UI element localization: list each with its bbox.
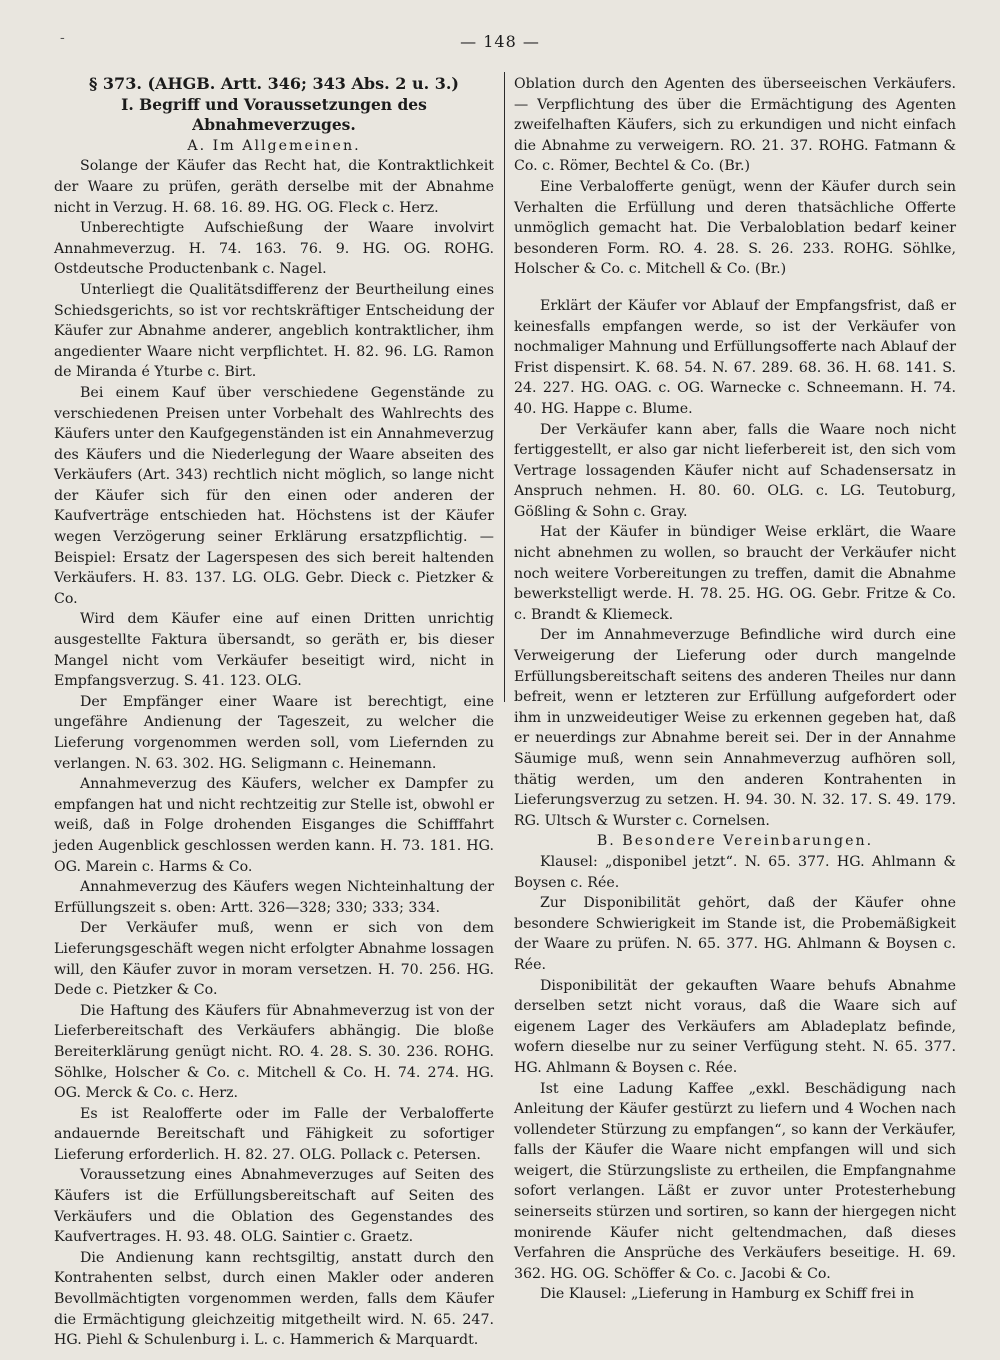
paragraph: Annahmeverzug des Käufers wegen Nichteinhaltung der Erfüllungszeit s. oben: Artt. 326—328; 330; 333; 334. bbox=[54, 879, 494, 916]
paragraph: Die Haftung des Käufers für Abnahmeverzug ist von der Lieferbereitschaft des Verkäufers abhängig. Die bloße Bereiterklärung genügt nicht. RO. 4. 28. S. 30. 236. ROHG. Söhlke, Holscher & Co. c. Mitchell & Co. H. 74. 274. HG. OG. Merck & Co. c. Herz. bbox=[54, 1002, 494, 1102]
paragraph: Disponibilität der gekauften Waare behufs Abnahme derselben setzt nicht voraus, daß die Waare sich auf eigenem Lager des Verkäufers am Abladeplatz befinde, wofern dieselbe nur zu seiner Verfügung steht. N. 65. 377. HG. Ahlmann & Boysen c. Rée. bbox=[514, 977, 956, 1076]
paragraph: Die Klausel: „Lieferung in Hamburg ex Schiff frei in bbox=[540, 1286, 915, 1303]
paragraph: Der Empfänger einer Waare ist berechtigt, eine ungefähre Andienung der Tageszeit, zu welcher die Lieferung vorgenommen werden soll, vom Liefernden zu verlangen. N. 63. 302. HG. Seligmann c. Heinemann. bbox=[54, 693, 494, 772]
paragraph: Klausel: „disponibel jetzt“. N. 65. 377. HG. Ahlmann & Boysen c. Rée. bbox=[514, 853, 956, 891]
paragraph: Unterliegt die Qualitätsdifferenz der Beurtheilung eines Schiedsgerichts, so ist vor rechtskräftiger Entscheidung der Käufer zur Abnahme anderer, angeblich kontraktlicher, ihm angedienter Waare nicht verpflichtet. H. 82. 96. LG. Ramon de Miranda é Yturbe c. Birt. bbox=[54, 281, 494, 381]
paragraph: Die Andienung kann rechtsgiltig, anstatt durch den Kontrahenten selbst, durch einen Makler oder anderen Bevollmächtigten vorgenommen werden, falls dem Käufer die Ermächtigung gleichzeitig mitgetheilt wird. N. 65. 247. HG. Piehl & Schulenburg i. L. c. Hammerich & Marquardt. bbox=[54, 1249, 494, 1349]
paragraph: Ist eine Ladung Kaffee „exkl. Beschädigung nach Anleitung der Käufer gestürzt zu liefern und 4 Wochen nach vollendeter Stürzung zu empfangen“, so kann der Verkäufer, falls der Käufer die Waare nicht empfangen will und sich weigert, die Stürzungsliste zu ertheilen, die Empfangnahme sofort verlangen. Läßt er zuvor unter Protesterhebung seinerseits stürzen und sortiren, so kann der hiergegen nicht monirende Käufer nicht geltendmachen, daß dieses Verfahren die Ansprüche des Verkäufers beseitige. H. 69. 362. HG. OG. Schöffer & Co. c. Jacobi & Co. bbox=[514, 1080, 956, 1282]
paragraph: Solange der Käufer das Recht hat, die Kontraktlichkeit der Waare zu prüfen, geräth derselbe mit der Abnahme nicht in Verzug. H. 68. 16. 89. HG. OG. Fleck c. Herz. bbox=[54, 158, 494, 216]
subsection-heading-b: B. Besondere Vereinbarungen. bbox=[596, 833, 874, 850]
column-divider bbox=[504, 72, 505, 702]
paragraph: Zur Disponibilität gehört, daß der Käufer ohne besondere Schwierigkeit im Stande ist, die Probemäßigkeit der Waare zu prüfen. N. 65. 377. HG. Ahlmann & Boysen c. Rée. bbox=[514, 895, 956, 973]
paragraph: Voraussetzung eines Abnahmeverzuges auf Seiten des Käufers ist die Erfüllungsbereitschaft auf Seiten des Verkäufers und die Oblation des Gegenstandes des Kaufvertrages. H. 93. 48. OLG. Saintier c. Graetz. bbox=[54, 1167, 494, 1246]
corner-mark: - bbox=[60, 30, 65, 46]
paragraph: Es ist Realofferte oder im Falle der Verbalofferte andauernde Bereitschaft und Fähigkeit zu sofortiger Lieferung erforderlich. H. 82. 27. OLG. Pollack c. Petersen. bbox=[54, 1105, 494, 1163]
section-heading: § 373. (AHGB. Artt. 346; 343 Abs. 2 u. 3.) bbox=[88, 74, 459, 93]
page-number: — 148 — bbox=[460, 32, 540, 51]
section-title: I. Begriff und Voraussetzungen des Abnahmeverzuges. bbox=[121, 94, 427, 135]
paragraph: Eine Verbalofferte genügt, wenn der Käufer durch sein Verhalten die Erfüllung und deren thatsächliche Offerte unmöglich gemacht hat. Die Verbaloblation bedarf keiner besonderen Form. RO. 4. 28. S. 26. 233. ROHG. Söhlke, Holscher & Co. c. Mitchell & Co. (Br.) bbox=[514, 178, 956, 278]
left-column bbox=[54, 74, 494, 1351]
subsection-heading-a: A. Im Allgemeinen. bbox=[187, 137, 361, 154]
paragraph: Erklärt der Käufer vor Ablauf der Empfangsfrist, daß er keinesfalls empfangen werde, so ist der Verkäufer von nochmaliger Mahnung und Erfüllungsofferte nach Ablauf der Frist dispensirt. K. 68. 54. N. 67. 289. 68. 36. H. 68. 141. S. 24. 227. HG. OAG. c. OG. Warnecke c. Schneemann. H. 74. 40. HG. Happe c. Blume. bbox=[514, 297, 956, 417]
paragraph: Bei einem Kauf über verschiedene Gegenstände zu verschiedenen Preisen unter Vorbehalt des Wahlrechts des Käufers unter den Kaufgegenständen ist ein Annahmeverzug des Käufers und die Niederlegung der Waare abseiten des Verkäufers (Art. 343) rechtlich nicht möglich, so lange nicht der Käufer sich für den einen oder anderen der Kaufverträge entschieden hat. Höchstens ist der Käufer wegen Verzögerung seiner Erklärung ersatzpflichtig. — Beispiel: Ersatz der Lagerspesen des sich bereit haltenden Verkäufers. H. 83. 137. LG. OLG. Gebr. Dieck c. Pietzker & Co. bbox=[54, 384, 494, 607]
paragraph: Annahmeverzug des Käufers, welcher ex Dampfer zu empfangen hat und nicht rechtzeitig zur Stelle ist, obwohl er weiß, daß in Folge drohenden Eisganges die Schifffahrt jeden Augenblick geschlossen werden kann. H. 73. 181. HG. OG. Marein c. Harms & Co. bbox=[54, 776, 494, 875]
paragraph: Wird dem Käufer eine auf einen Dritten unrichtig ausgestellte Faktura übersandt, so geräth er, bis dieser Mangel nicht vom Verkäufer beseitigt wird, nicht in Empfangsverzug. S. 41. 123. OLG. bbox=[54, 611, 494, 690]
paragraph: Oblation durch den Agenten des überseeischen Verkäufers. — Verpflichtung des über die Ermächtigung des Agenten zweifelhaften Käufers, sich zu erkundigen und nicht einfach die Abnahme zu verweigern. RO. 21. 37. ROHG. Fatmann & Co. c. Römer, Bechtel & Co. (Br.) bbox=[514, 76, 956, 175]
right-column bbox=[514, 74, 956, 1305]
paragraph: Der Verkäufer muß, wenn er sich von dem Lieferungsgeschäft wegen nicht erfolgter Abnahme lossagen will, den Käufer zuvor in moram versetzen. H. 70. 256. HG. Dede c. Pietzker & Co. bbox=[54, 920, 494, 999]
paragraph: Der Verkäufer kann aber, falls die Waare noch nicht fertiggestellt, er also gar nicht lieferbereit ist, den sich vom Vertrage lossagenden Käufer nicht auf Schadensersatz in Anspruch nehmen. H. 80. 60. OLG. c. LG. Teutoburg, Gößling & Sohn c. Gray. bbox=[514, 421, 956, 520]
paragraph: Unberechtigte Aufschießung der Waare involvirt Annahmeverzug. H. 74. 163. 76. 9. HG. OG. ROHG. Ostdeutsche Productenbank c. Nagel. bbox=[54, 220, 494, 278]
paragraph: Der im Annahmeverzuge Befindliche wird durch eine Verweigerung der Lieferung oder durch mangelnde Erfüllungsbereitschaft seitens des anderen Theiles nur dann befreit, wenn er letzteren zur Erfüllung aufgefordert oder ihm in unzweideutiger Weise zu erkennen gegeben hat, daß er neuerdings zur Abnahme bereit sei. Der in der Annahme Säumige muß, wenn sein Annahmeverzug aufhören soll, thätig werden, um den anderen Kontrahenten in Lieferungsverzug zu setzen. H. 94. 30. N. 32. 17. S. 49. 179. RG. Ultsch & Wurster c. Cornelsen. bbox=[514, 627, 956, 829]
paragraph: Hat der Käufer in bündiger Weise erklärt, die Waare nicht abnehmen zu wollen, so braucht der Verkäufer nicht noch weitere Vorbereitungen zu treffen, damit die Abnahme bewerkstelligt werde. H. 78. 25. HG. OG. Gebr. Fritze & Co. c. Brandt & Kliemeck. bbox=[514, 524, 956, 623]
